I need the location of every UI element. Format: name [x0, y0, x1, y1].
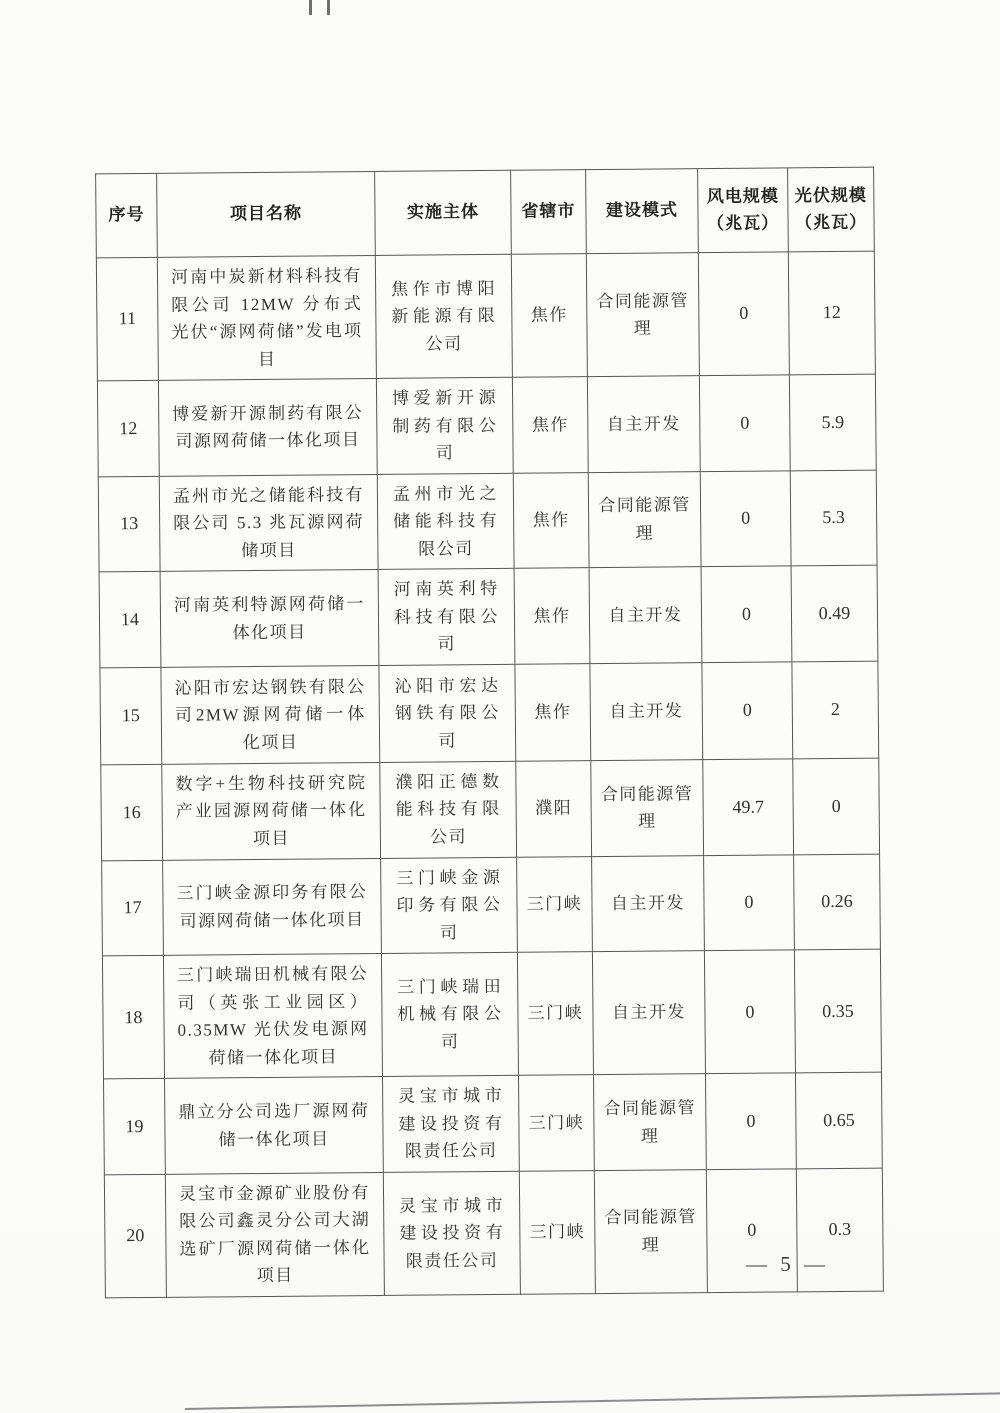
table-row: [100, 661, 879, 765]
cell-city: 焦作: [514, 568, 590, 664]
cell-index: 16: [101, 764, 163, 860]
cell-mode: 自主开发: [592, 855, 705, 952]
table-row: [102, 949, 881, 1079]
cell-entity: 孟州市光之储能科技有限公司: [377, 473, 514, 570]
cell-entity: 三门峡瑞田机械有限公司: [381, 952, 518, 1076]
cell-entity: 河南英利特科技有限公司: [378, 569, 515, 666]
cell-city: 焦作: [511, 254, 587, 378]
cell-pv-scale: 0.26: [794, 854, 881, 950]
cell-index: 11: [96, 257, 158, 381]
cell-wind-scale: 0: [701, 566, 792, 662]
cell-entity: 灵宝市城市建设投资有限责任公司: [383, 1171, 520, 1295]
header-pv-scale: 光伏规模（兆瓦）: [788, 167, 875, 252]
cell-pv-scale: 0.3: [796, 1168, 883, 1292]
scan-mark-icon: [309, 0, 312, 15]
cell-wind-scale: 0: [699, 375, 790, 471]
table-row: [104, 1168, 883, 1298]
table-row: [96, 251, 875, 381]
cell-wind-scale: 0: [706, 1169, 797, 1293]
header-index: 序号: [96, 173, 158, 258]
scan-mark-icon: [327, 0, 330, 15]
cell-mode: 合同能源管理: [588, 471, 701, 568]
cell-mode: 自主开发: [587, 376, 700, 473]
table-row: [97, 374, 876, 476]
header-mode: 建设模式: [586, 169, 699, 254]
cell-pv-scale: 0.65: [795, 1072, 882, 1168]
cell-mode: 自主开发: [589, 567, 702, 664]
cell-wind-scale: 0: [704, 950, 795, 1074]
cell-project-name: 沁阳市宏达钢铁有限公司2MW源网荷储一体化项目: [161, 665, 380, 764]
header-entity: 实施主体: [375, 170, 512, 255]
cell-mode: 自主开发: [590, 663, 703, 761]
cell-city: 三门峡: [518, 1075, 594, 1171]
table-header-row: [96, 167, 875, 258]
cell-index: 18: [102, 955, 164, 1079]
cell-wind-scale: 0: [698, 252, 789, 376]
cell-index: 19: [104, 1079, 166, 1175]
table-row: [99, 565, 878, 667]
cell-wind-scale: 0: [702, 662, 793, 760]
cell-project-name: 孟州市光之储能科技有限公司 5.3 兆瓦源网荷储项目: [159, 474, 378, 571]
cell-city: 焦作: [512, 377, 588, 473]
cell-index: 12: [97, 380, 159, 476]
cell-index: 14: [99, 572, 161, 668]
projects-table: [95, 167, 884, 1299]
table-body: [96, 251, 883, 1298]
cell-index: 17: [102, 860, 164, 956]
cell-project-name: 三门峡金源印务有限公司源网荷储一体化项目: [163, 858, 382, 955]
cell-mode: 合同能源管理: [593, 1074, 706, 1171]
projects-table-container: [95, 167, 883, 1299]
cell-entity: 焦作市博阳新能源有限公司: [375, 254, 512, 378]
cell-city: 濮阳: [516, 761, 592, 857]
cell-wind-scale: 0: [705, 1073, 796, 1169]
cell-city: 焦作: [515, 664, 591, 762]
cell-mode: 合同能源管理: [591, 760, 704, 857]
cell-index: 20: [104, 1174, 166, 1298]
header-city: 省辖市: [511, 170, 587, 255]
cell-index: 13: [98, 476, 160, 572]
cell-mode: 合同能源管理: [586, 253, 699, 377]
cell-pv-scale: 0: [793, 758, 880, 854]
cell-mode: 合同能源管理: [594, 1169, 707, 1293]
cell-wind-scale: 0: [704, 854, 795, 950]
header-wind-scale: 风电规模（兆瓦）: [698, 168, 789, 253]
cell-pv-scale: 12: [788, 251, 875, 375]
cell-pv-scale: 5.9: [789, 374, 876, 470]
cell-city: 焦作: [513, 472, 589, 568]
cell-entity: 博爱新开源制药有限公司: [376, 377, 513, 474]
cell-pv-scale: 5.3: [790, 470, 877, 566]
cell-city: 三门峡: [517, 952, 593, 1076]
table-row: [104, 1072, 883, 1174]
table-row: [101, 758, 880, 860]
cell-project-name: 鼎立分公司选厂源网荷储一体化项目: [165, 1077, 384, 1174]
cell-city: 三门峡: [517, 856, 593, 952]
cell-pv-scale: 2: [792, 661, 879, 759]
table-row: [102, 854, 881, 956]
cell-city: 三门峡: [519, 1170, 595, 1294]
cell-project-name: 博爱新开源制药有限公司源网荷储一体化项目: [158, 379, 377, 476]
cell-pv-scale: 0.49: [791, 565, 878, 661]
cell-entity: 三门峡金源印务有限公司: [381, 857, 518, 954]
cell-mode: 自主开发: [592, 951, 705, 1075]
cell-pv-scale: 0.35: [794, 949, 881, 1073]
cell-entity: 沁阳市宏达钢铁有限公司: [379, 664, 516, 762]
header-project-name: 项目名称: [157, 171, 376, 257]
cell-project-name: 三门峡瑞田机械有限公司（英张工业园区）0.35MW 光伏发电源网荷储一体化项目: [163, 954, 382, 1079]
cell-project-name: 数字+生物科技研究院产业园源网荷储一体化项目: [162, 762, 381, 859]
cell-project-name: 河南英利特源网荷储一体化项目: [160, 570, 379, 667]
cell-index: 15: [100, 667, 162, 765]
cell-project-name: 河南中炭新材料科技有限公司 12MW 分布式光伏“源网荷储”发电项目: [157, 255, 376, 380]
page-number: — 5 —: [746, 1252, 829, 1276]
table-row: [98, 470, 877, 572]
cell-wind-scale: 49.7: [703, 759, 794, 855]
cell-entity: 灵宝市城市建设投资有限责任公司: [382, 1075, 519, 1172]
cell-entity: 濮阳正德数能科技有限公司: [380, 761, 517, 858]
cell-project-name: 灵宝市金源矿业股份有限公司鑫灵分公司大湖选矿厂源网荷储一体化项目: [165, 1172, 384, 1297]
cell-wind-scale: 0: [700, 471, 791, 567]
